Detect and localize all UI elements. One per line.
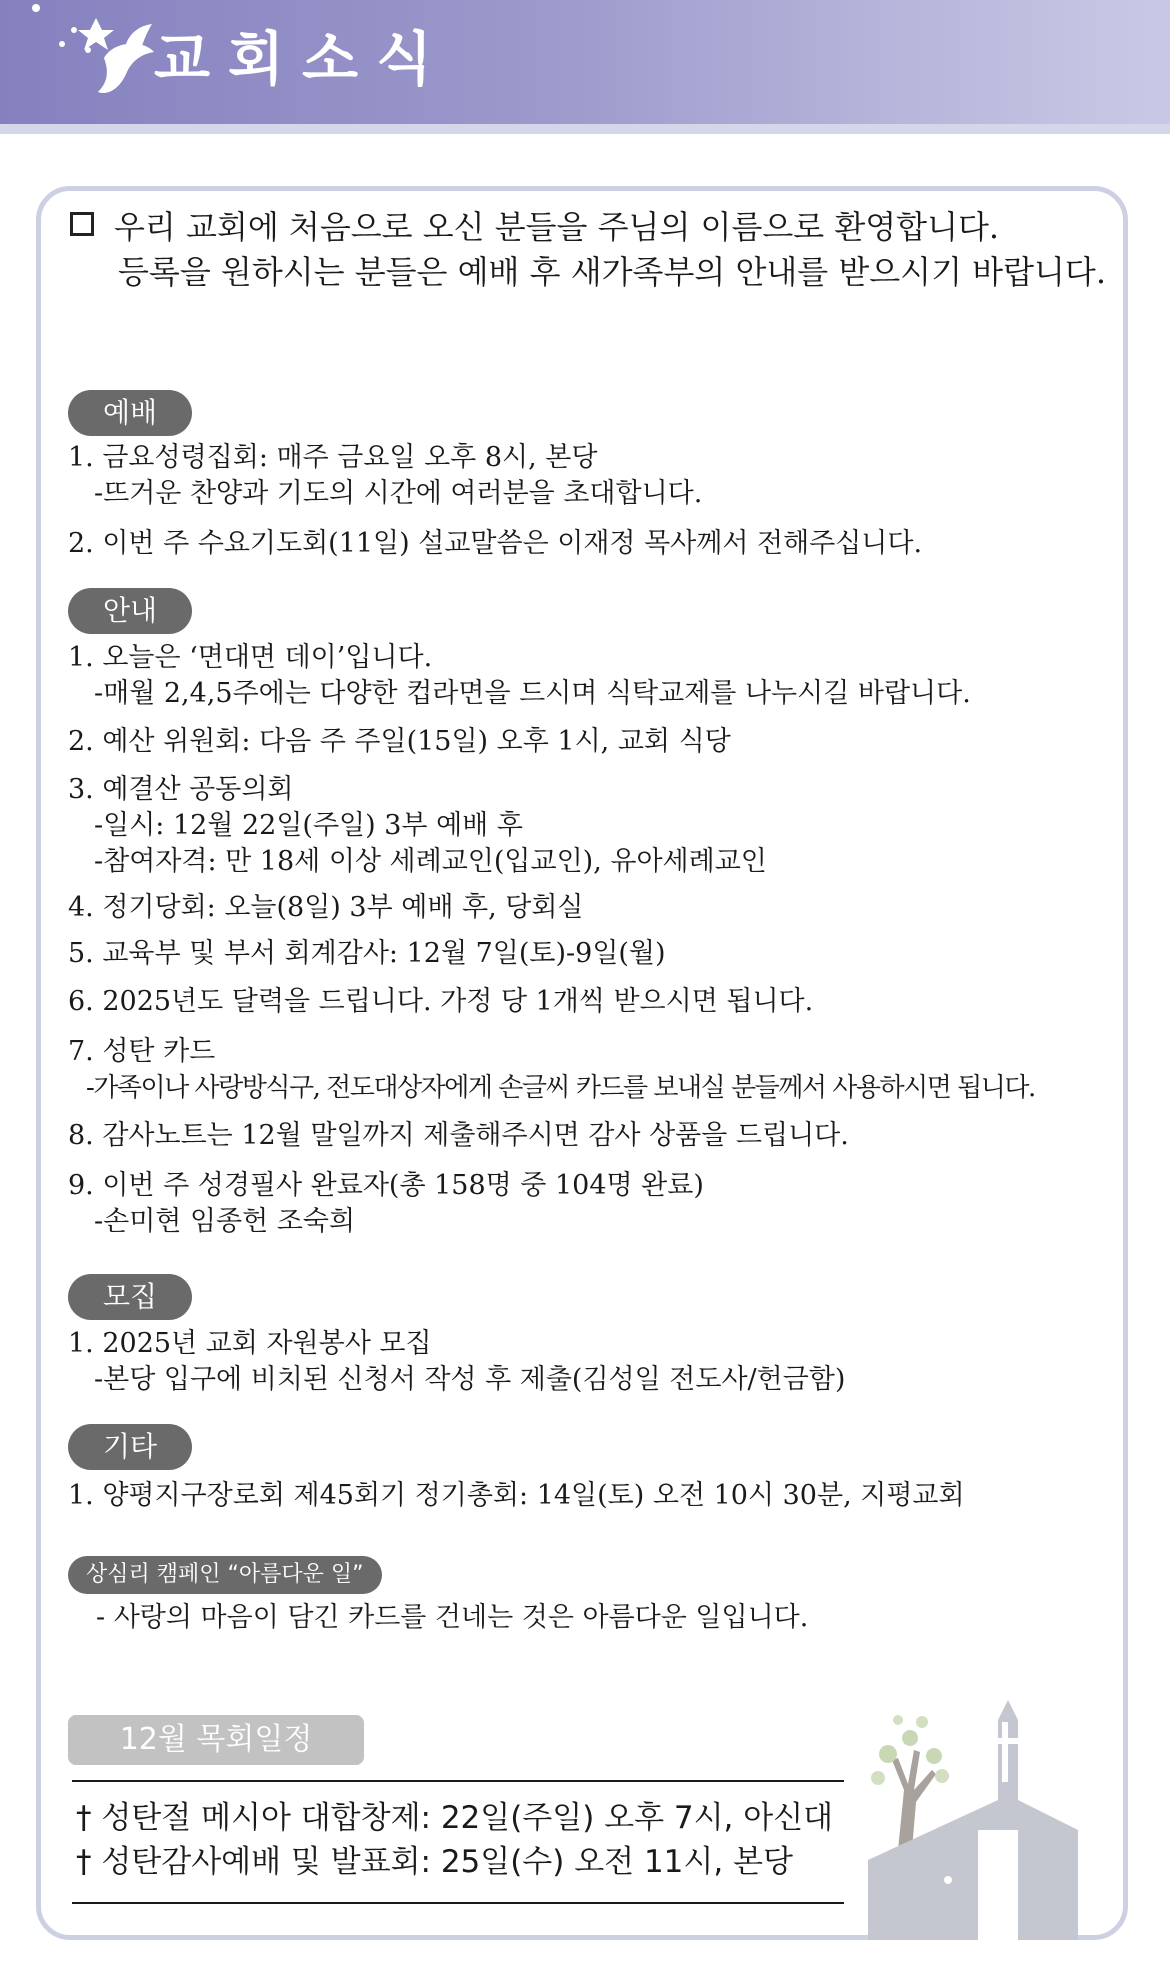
worship-item-1-sub: -뜨거운 찬양과 기도의 시간에 여러분을 초대합니다. [94, 478, 703, 509]
etc-item-1 [68, 1478, 965, 1514]
campaign-label: 상심리 캠페인 “아름다운 일” [68, 1556, 382, 1594]
schedule-item-1: † 성탄절 메시아 대합창제: 22일(주일) 오후 7시, 아신대 [76, 1800, 834, 1836]
worship-item-1 [68, 440, 702, 512]
recruit-item-1-sub: -본당 입구에 비치된 신청서 작성 후 제출(김성일 전도사/헌금함) [94, 1364, 846, 1395]
notice-item-6-main: 6. 2025년도 달력을 드립니다. 가정 당 1개씩 받으시면 됩니다. [68, 986, 814, 1017]
notice-item-3-sub: -일시: 12월 22일(주일) 3부 예배 후 [94, 810, 523, 841]
page-title: 교회소식 [154, 25, 451, 93]
notice-item-2 [68, 724, 731, 760]
schedule-bottom-rule [72, 1902, 844, 1904]
notice-item-6 [68, 984, 813, 1020]
notice-item-2-main: 2. 예산 위원회: 다음 주 주일(15일) 오후 1시, 교회 식당 [68, 726, 731, 757]
welcome-line-2: 등록을 원하시는 분들은 예배 후 새가족부의 안내를 받으시기 바랍니다. [118, 253, 1106, 291]
notice-item-3-sub2: -참여자격: 만 18세 이상 세례교인(입교인), 유아세례교인 [94, 846, 767, 877]
notice-item-1 [68, 640, 971, 712]
notice-item-9-sub: -손미현 임종헌 조숙희 [94, 1206, 356, 1237]
notice-item-7-main: 7. 성탄 카드 [68, 1036, 216, 1067]
notice-item-8 [68, 1118, 849, 1154]
notice-item-3 [68, 772, 767, 880]
recruit-item-1 [68, 1326, 845, 1398]
church-icon [848, 1680, 1098, 1940]
worship-item-1-main: 1. 금요성령집회: 매주 금요일 오후 8시, 본당 [68, 442, 598, 473]
section-label-worship: 예배 [68, 390, 192, 436]
notice-item-9 [68, 1168, 704, 1240]
header-banner [0, 0, 1170, 132]
notice-item-4 [68, 890, 584, 926]
schedule-label: 12월 목회일정 [68, 1715, 364, 1765]
etc-item-1-main: 1. 양평지구장로회 제45회기 정기총회: 14일(토) 오전 10시 30분, 지평교회 [68, 1480, 965, 1511]
notice-item-3-main: 3. 예결산 공동의회 [68, 774, 294, 805]
worship-item-2-main: 2. 이번 주 수요기도회(11일) 설교말씀은 이재정 목사께서 전해주십니다. [68, 528, 923, 559]
section-label-etc: 기타 [68, 1424, 192, 1470]
notice-item-7-sub: -가족이나 사랑방식구, 전도대상자에게 손글씨 카드를 보내실 분들께서 사용하시면 됩니다. [86, 1073, 1035, 1103]
notice-item-4-main: 4. 정기당회: 오늘(8일) 3부 예배 후, 당회실 [68, 892, 584, 923]
recruit-item-1-main: 1. 2025년 교회 자원봉사 모집 [68, 1328, 432, 1359]
section-label-notice: 안내 [68, 588, 192, 634]
notice-item-5 [68, 936, 666, 972]
welcome-line-1: 우리 교회에 처음으로 오신 분들을 주님의 이름으로 환영합니다. [114, 208, 1000, 246]
campaign-text: - 사랑의 마음이 담긴 카드를 건네는 것은 아름다운 일입니다. [96, 1602, 809, 1633]
schedule-list [76, 1796, 833, 1884]
section-label-recruit: 모집 [68, 1274, 192, 1320]
header-divider [0, 124, 1170, 134]
checkbox-bullet-icon [70, 212, 94, 236]
schedule-item-2: † 성탄감사예배 및 발표회: 25일(수) 오전 11시, 본당 [76, 1844, 793, 1880]
worship-item-2 [68, 526, 922, 562]
notice-item-9-main: 9. 이번 주 성경필사 완료자(총 158명 중 104명 완료) [68, 1170, 704, 1201]
notice-item-1-main: 1. 오늘은 ‘면대면 데이’입니다. [68, 642, 433, 673]
notice-item-5-main: 5. 교육부 및 부서 회계감사: 12월 7일(토)-9일(월) [68, 938, 666, 969]
welcome-message [70, 205, 1106, 295]
notice-item-7 [68, 1034, 1035, 1106]
schedule-top-rule [72, 1780, 844, 1782]
notice-item-8-main: 8. 감사노트는 12월 말일까지 제출해주시면 감사 상품을 드립니다. [68, 1120, 849, 1151]
notice-item-1-sub: -매월 2,4,5주에는 다양한 컵라면을 드시며 식탁교제를 나누시길 바랍니다. [94, 678, 971, 709]
dove-icon [14, 0, 164, 110]
